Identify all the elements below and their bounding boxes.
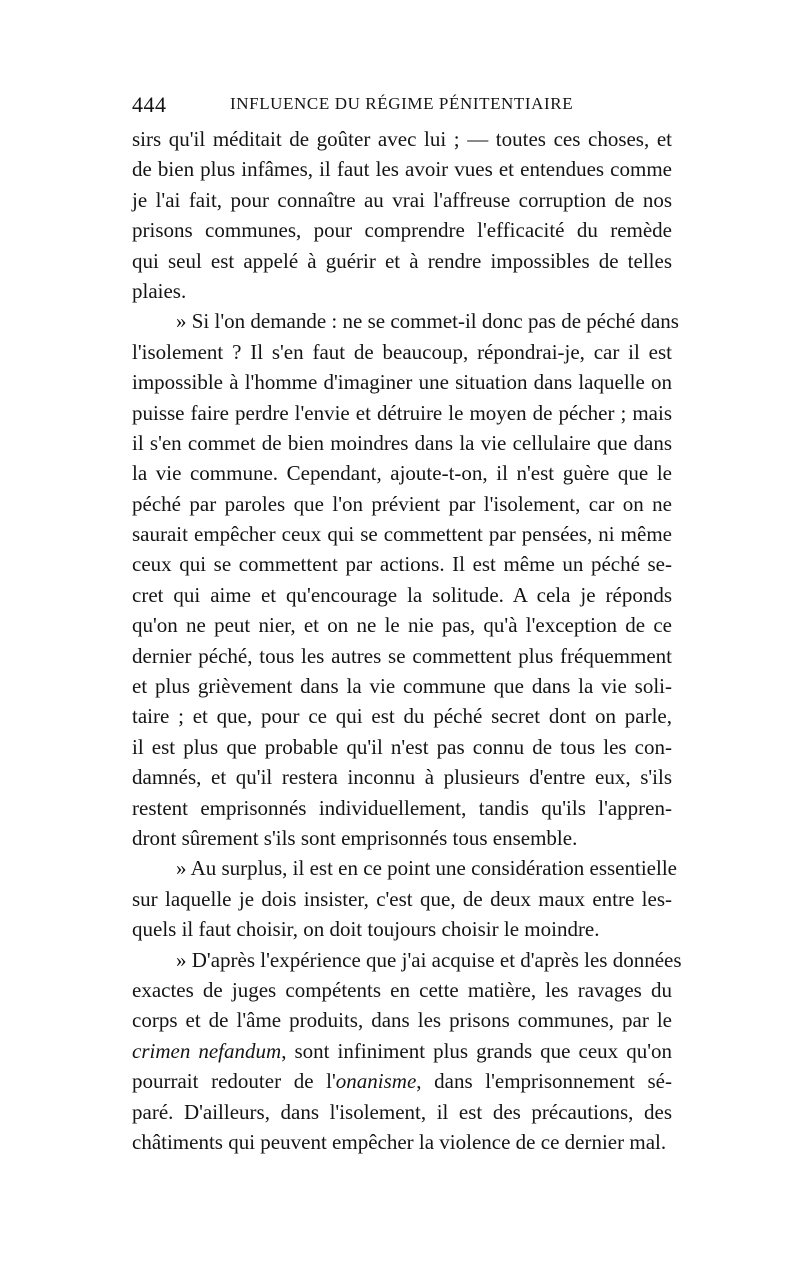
text-line: impossible à l'homme d'imaginer une situation dans laquelle on: [132, 370, 672, 395]
italic-term: crimen nefandum: [132, 1038, 282, 1063]
text-line: l'isolement ? Il s'en faut de beaucoup, répondrai-je, car il est: [132, 339, 672, 364]
text-line: péché par paroles que l'on prévient par l'isolement, car on ne: [132, 491, 672, 516]
paragraph: [132, 124, 672, 306]
text-line: puisse faire perdre l'envie et détruire le moyen de pécher ; mais: [132, 400, 672, 425]
text-line: dernier péché, tous les autres se commettent plus fréquemment: [132, 643, 672, 668]
body-text: [132, 124, 682, 1157]
text-line: sur laquelle je dois insister, c'est que, de deux maux entre les-: [132, 886, 672, 911]
paragraph: [132, 306, 679, 853]
text-line: paré. D'ailleurs, dans l'isolement, il est des précautions, des: [132, 1099, 672, 1124]
running-title: INFLUENCE DU RÉGIME PÉNITENTIAIRE: [230, 94, 574, 113]
page-number: 444: [132, 92, 167, 117]
text-line: corps et de l'âme produits, dans les prisons communes, par le: [132, 1008, 672, 1033]
text-line: quels il faut choisir, on doit toujours choisir le moindre.: [132, 917, 600, 942]
text-line: damnés, et qu'il restera inconnu à plusieurs d'entre eux, s'ils: [132, 765, 672, 790]
text-line: » Si l'on demande : ne se commet-il donc pas de péché dans: [176, 309, 679, 334]
text-line: crimen nefandum, sont infiniment plus grands que ceux qu'on: [132, 1038, 672, 1063]
text-line: qu'on ne peut nier, et on ne le nie pas, qu'à l'exception de ce: [132, 613, 672, 638]
text-line: cret qui aime et qu'encourage la solitude. A cela je réponds: [132, 582, 672, 607]
text-line: ceux qui se commettent par actions. Il est même un péché se-: [132, 552, 672, 577]
paragraph: [132, 853, 677, 944]
text-line: » D'après l'expérience que j'ai acquise et d'après les données: [176, 947, 682, 972]
text-line: qui seul est appelé à guérir et à rendre impossibles de telles: [132, 248, 672, 273]
text-line: prisons communes, pour comprendre l'efficacité du remède: [132, 218, 672, 243]
text-line: exactes de juges compétents en cette matière, les ravages du: [132, 977, 672, 1002]
italic-term: onanisme: [335, 1069, 417, 1094]
text-line: je l'ai fait, pour connaître au vrai l'affreuse corruption de nos: [132, 187, 672, 212]
text-line: saurait empêcher ceux qui se commettent par pensées, ni même: [132, 522, 672, 547]
text-line: pourrait redouter de l'onanisme, dans l'emprisonnement sé-: [132, 1069, 672, 1094]
text-line: il s'en commet de bien moindres dans la vie cellulaire que dans: [132, 430, 672, 455]
text-line: taire ; et que, pour ce qui est du péché secret dont on parle,: [132, 704, 672, 729]
text-line: sirs qu'il méditait de goûter avec lui ; — toutes ces choses, et: [132, 127, 672, 151]
text-line: de bien plus infâmes, il faut les avoir vues et entendues comme: [132, 157, 672, 182]
text-line: restent emprisonnés individuellement, tandis qu'ils l'appren-: [132, 795, 672, 820]
page-header: [132, 92, 672, 118]
text-line: plaies.: [132, 278, 187, 303]
paragraph: [132, 945, 682, 1158]
text-line: la vie commune. Cependant, ajoute-t-on, il n'est guère que le: [132, 461, 672, 486]
text-line: » Au surplus, il est en ce point une considération essentielle: [176, 856, 677, 881]
text-line: il est plus que probable qu'il n'est pas connu de tous les con-: [132, 734, 672, 759]
text-line: et plus grièvement dans la vie commune que dans la vie soli-: [132, 674, 672, 699]
text-line: dront sûrement s'ils sont emprisonnés tous ensemble.: [132, 825, 578, 850]
text-line: châtiments qui peuvent empêcher la violence de ce dernier mal.: [132, 1129, 667, 1154]
